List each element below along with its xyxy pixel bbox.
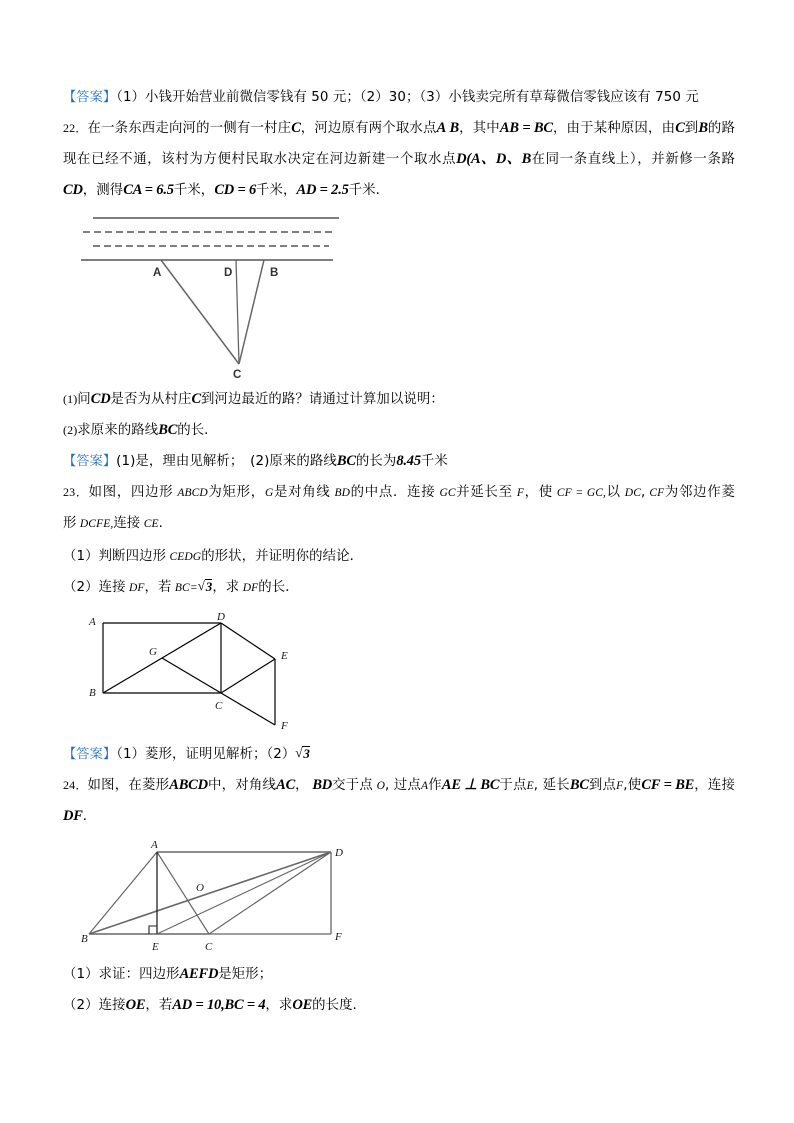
q24-text-6: 作 — [428, 778, 442, 793]
q24-eq-ae-bc: AE ⊥ BC — [441, 777, 500, 793]
q22-sub1-var-cd: CD — [90, 391, 111, 407]
q24-var-e: E — [526, 780, 534, 792]
q22-text-9: 上），并新修一条路 — [615, 152, 735, 167]
q22-text-1: 在一条东西走向河的一侧有一村庄 — [87, 121, 292, 136]
q23-sub2-text-c: ，求 — [212, 580, 240, 595]
question-23-number: 23． — [63, 485, 89, 499]
q24-text-10: , — [623, 778, 628, 793]
q22-sub1-text-b: 是否为从村庄 — [110, 392, 192, 407]
answer-22-unit: 千米 — [420, 454, 448, 469]
q22-text-7: 的路现在已经不通，该村为方便村民取水决定在河边新建一个取水点 — [63, 121, 735, 167]
segment-ce — [221, 659, 275, 693]
label-b: B — [270, 267, 279, 279]
answer-22-var-bc: BC — [336, 453, 356, 469]
q24-sub1-var-aefd: AEFD — [179, 966, 219, 982]
river-village-diagram — [81, 212, 735, 380]
q23-text-3: 是对角线 — [273, 485, 331, 500]
q23-sub2-text-b: ，若 — [144, 580, 172, 595]
q22-text-3: ，其中 — [459, 121, 500, 136]
q22-sub2-text-a: 求原来的路线 — [77, 423, 159, 438]
q24-text-12: ，连接 — [694, 778, 735, 793]
q22-var-d-group: D(A、D、B — [456, 151, 532, 167]
q23-text-12: . — [158, 516, 163, 531]
q23-text-1: 如图，四边形 — [88, 485, 174, 500]
answer-tag-22: 【答案】 — [63, 453, 117, 468]
segment-bd-diagonal — [89, 852, 331, 934]
segment-dc — [236, 260, 239, 364]
q22-sub1-text-a: 问 — [77, 392, 91, 407]
q24-text-7: 于点 — [499, 778, 527, 793]
question-23-paragraph — [63, 477, 735, 539]
label-d: D — [224, 267, 233, 279]
q22-var-b: B — [449, 120, 460, 136]
q22-var-cd: CD — [63, 182, 83, 198]
label-e: E — [152, 941, 159, 953]
q24-text-4: 交于点 — [332, 778, 374, 793]
q22-text-10: ，测得 — [82, 183, 124, 198]
q24-var-df: DF — [63, 808, 83, 824]
q24-text-8: , 延长 — [533, 778, 570, 793]
q22-unit-2: 千米， — [256, 183, 297, 198]
q22-var-b2: B — [698, 120, 708, 136]
q24-var-abcd: ABCD — [169, 777, 208, 793]
q23-var-dcfe: DCFE, — [79, 518, 114, 530]
segment-bc — [239, 260, 264, 364]
label-c: C — [215, 700, 223, 712]
label-c: C — [233, 369, 242, 380]
q22-sub2-var-bc: BC — [158, 422, 178, 438]
q24-text-1: 如图，在菱形 — [87, 778, 170, 793]
answer-22-text-c: 的长为 — [355, 454, 397, 469]
q23-sub2-var-bc: BC — [174, 582, 190, 594]
q24-sub2-var-oe: OE — [125, 997, 146, 1013]
answer-23-text: （1）菱形，证明见解析；（2） — [116, 747, 296, 762]
segment-de — [221, 623, 275, 659]
rhombus-diagram — [81, 838, 735, 953]
q22-sub1-label: (1) — [63, 392, 78, 406]
answer-22-text-b: (2)原来的路线 — [250, 454, 337, 469]
q22-sub1-var-c: C — [191, 391, 201, 407]
answer-tag-23: 【答案】 — [63, 746, 117, 761]
answer-23-paragraph — [63, 739, 735, 770]
question-22-part-1 — [63, 384, 735, 415]
q22-var-c2: C — [675, 120, 685, 136]
q24-text-13: ． — [82, 809, 97, 824]
q24-eq-cf-be: CF = BE — [641, 777, 695, 793]
q23-text-8: , — [640, 485, 646, 500]
q23-var-g: G — [264, 487, 274, 499]
q24-var-o: O — [376, 780, 385, 792]
q24-var-ac: AC — [276, 777, 296, 793]
q23-sub2-equals: = — [189, 582, 198, 594]
q24-var-f: F — [616, 780, 624, 792]
q22-text-8: 在同一条直线 — [531, 152, 616, 167]
q22-text-5: 由 — [661, 121, 676, 136]
q24-text-3: ， — [295, 778, 309, 793]
q22-eq-cd: CD = 6 — [214, 182, 257, 198]
question-22-paragraph — [63, 113, 735, 206]
q24-var-bd: BD — [312, 777, 333, 793]
label-a: A — [89, 616, 96, 628]
segment-cd — [209, 852, 331, 934]
q24-sub2-eq-ad: AD = 10, — [172, 997, 225, 1013]
q23-sub1-label: （1） — [63, 549, 99, 564]
label-a: A — [151, 839, 158, 851]
q23-var-abcd: ABCD — [177, 487, 208, 499]
q22-text-4: ，由于某种原因， — [552, 121, 662, 136]
label-e: E — [281, 650, 288, 662]
q22-sub1-text-c: 到河边最近的路？请通过计算加以说明： — [200, 392, 444, 407]
answer-22-text-a: (1)是，理由见解析； — [116, 454, 244, 469]
q23-sub1-var-cedg: CEDG — [169, 551, 202, 563]
q23-sub2-var-df2: DF — [242, 582, 259, 594]
right-angle-marker — [149, 926, 157, 934]
q22-var-c: C — [291, 120, 301, 136]
label-b: B — [81, 933, 88, 945]
question-22-part-2 — [63, 415, 735, 446]
q24-text-5: , 过点 — [384, 778, 422, 793]
q22-text-2: ，河边原有两个取水点 — [300, 121, 437, 136]
q23-text-9: 为邻 — [664, 485, 694, 500]
q24-sub1-text-a: 求证：四边形 — [98, 967, 180, 982]
sqrt-3-inline: √ 3 — [205, 579, 213, 594]
q23-var-ce: CE — [143, 518, 159, 530]
q23-sub2-label: （2） — [63, 580, 99, 595]
question-24-part-1 — [63, 959, 735, 990]
document-content — [63, 82, 735, 1021]
answer-21-paragraph — [63, 82, 735, 113]
q23-var-cf: CF — [649, 487, 665, 499]
q24-sub2-eq-bc: BC = 4 — [224, 997, 266, 1013]
q22-unit-3: 千米． — [348, 183, 390, 198]
q24-sub2-label: （2） — [63, 998, 99, 1013]
question-24-paragraph — [63, 770, 735, 832]
label-d: D — [335, 847, 343, 859]
label-d: D — [217, 611, 225, 623]
q22-eq-ca: CA = 6.5 — [123, 182, 174, 198]
answer-tag: 【答案】 — [63, 89, 117, 104]
q23-text-6: ，使 — [523, 485, 553, 500]
q23-sub1-text-b: 的形状，并证明你的结论． — [201, 549, 364, 564]
q24-sub2-text-c: ，求 — [265, 998, 293, 1013]
answer-21-text: （1）小钱开始营业前微信零钱有 50 元；（2）30；（3）小钱卖完所有草莓微信零钱应该有 750 元 — [116, 90, 699, 105]
label-f: F — [281, 720, 288, 731]
q22-text-6: 到 — [684, 121, 699, 136]
label-g: G — [149, 646, 157, 658]
q22-unit-1: 千米， — [173, 183, 215, 198]
q24-text-9: 到点 — [588, 778, 617, 793]
q24-sub2-var-oe2: OE — [292, 997, 313, 1013]
river-figure-svg — [81, 212, 381, 380]
q23-text-4: 的中点．连接 — [350, 485, 436, 500]
q24-sub2-text-d: 的长度． — [312, 998, 367, 1013]
q24-sub2-text-a: 连接 — [98, 998, 126, 1013]
label-o: O — [196, 882, 204, 894]
q22-sub2-text-b: 的长． — [177, 423, 218, 438]
rectangle-figure-svg — [79, 611, 379, 731]
q23-var-gc: GC — [439, 487, 456, 499]
q23-sub1-text-a: 判断四边形 — [98, 549, 167, 564]
question-22-number: 22． — [63, 121, 88, 135]
q24-sub1-text-b: 是矩形； — [218, 967, 273, 982]
label-c: C — [205, 941, 213, 953]
q22-eq-ab-bc: AB = BC — [499, 120, 553, 136]
q23-text-10: 边作菱形 — [63, 485, 735, 531]
label-b: B — [89, 687, 96, 699]
question-23-part-1 — [63, 541, 735, 572]
q23-sub2-text-d: 的长． — [258, 580, 299, 595]
label-a: A — [153, 267, 162, 279]
question-23-part-2 — [63, 572, 735, 603]
rectangle-rhombus-diagram — [79, 611, 735, 731]
answer-22-paragraph — [63, 446, 735, 477]
q22-var-a: A — [436, 120, 447, 136]
q23-text-11: 连接 — [113, 516, 141, 531]
question-24-part-2 — [63, 990, 735, 1021]
label-f: F — [335, 931, 342, 943]
q23-var-bd: BD — [334, 487, 351, 499]
sqrt-3-answer: √ 3 — [302, 746, 310, 761]
q23-text-2: 为矩形， — [207, 485, 265, 500]
rhombus-figure-svg — [81, 838, 381, 953]
q23-sub2-var-df: DF — [129, 582, 145, 594]
q24-sub2-text-b: ，若 — [145, 998, 173, 1013]
q24-text-2: 中，对角线 — [207, 778, 277, 793]
q24-text-11: 使 — [627, 778, 642, 793]
q22-eq-ad: AD = 2.5 — [296, 182, 349, 198]
q23-sub2-text-a: 连接 — [98, 580, 126, 595]
q23-text-5: 并延长至 — [455, 485, 513, 500]
answer-22-value: 8.45 — [396, 453, 421, 469]
q24-sub1-label: （1） — [63, 967, 99, 982]
segment-gcf — [162, 658, 275, 725]
q24-var-a: A — [421, 780, 429, 792]
q23-text-7: 以 — [606, 485, 621, 500]
q22-sub2-label: (2) — [63, 423, 78, 437]
question-24-number: 24． — [63, 778, 88, 792]
q23-var-f: F — [516, 487, 524, 499]
q23-var-dc: DC — [624, 487, 641, 499]
q23-eq-cf-gc: CF = GC, — [556, 487, 606, 499]
q24-var-bc: BC — [569, 777, 589, 793]
